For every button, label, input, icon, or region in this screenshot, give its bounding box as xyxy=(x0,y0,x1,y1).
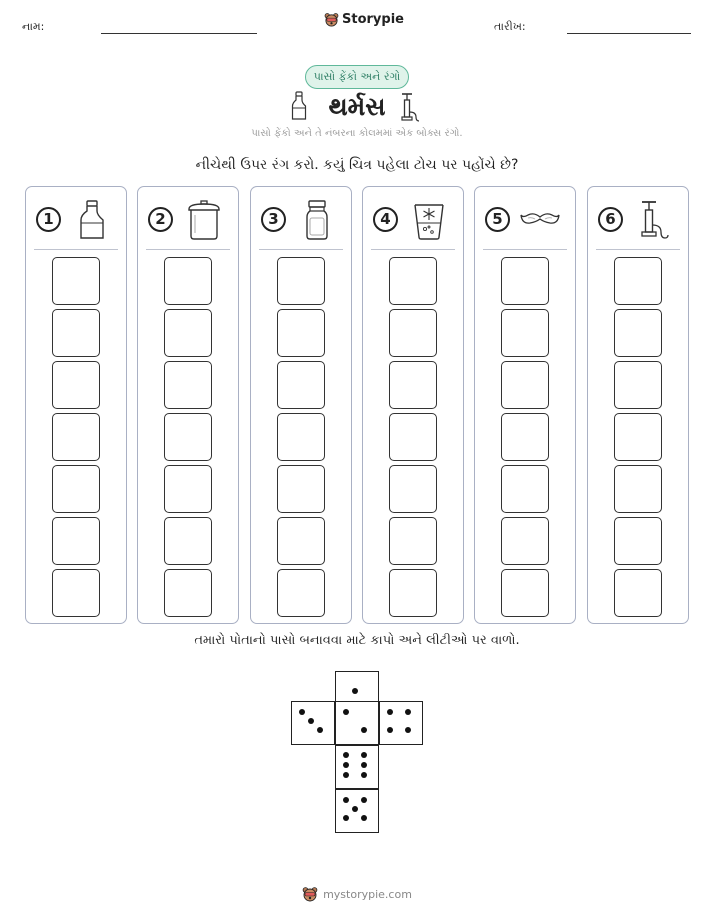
color-box[interactable] xyxy=(501,569,549,617)
column-divider xyxy=(146,249,230,250)
column-divider xyxy=(596,249,680,250)
column-5 xyxy=(474,186,576,624)
jar-icon xyxy=(184,199,224,241)
die-pip xyxy=(343,762,349,768)
color-box[interactable] xyxy=(501,309,549,357)
color-box[interactable] xyxy=(614,257,662,305)
color-box[interactable] xyxy=(501,517,549,565)
color-box[interactable] xyxy=(614,361,662,409)
column-divider xyxy=(483,249,567,250)
footer xyxy=(0,886,714,902)
die-pip xyxy=(343,815,349,821)
column-number: 6 xyxy=(598,207,623,232)
die-pip xyxy=(352,688,358,694)
die-pip xyxy=(405,727,411,733)
column-6 xyxy=(587,186,689,624)
coloring-instruction: નીચેથી ઉપર રંગ કરો. કયું ચિત્ર પહેલા ટોચ પર પહોંચે છે? xyxy=(195,157,519,173)
color-box[interactable] xyxy=(501,465,549,513)
die-pip xyxy=(361,772,367,778)
die-face-3 xyxy=(291,701,335,745)
die-pip xyxy=(352,806,358,812)
date-line[interactable] xyxy=(567,33,691,34)
color-box[interactable] xyxy=(389,257,437,305)
column-header xyxy=(475,187,575,249)
color-box[interactable] xyxy=(52,257,100,305)
color-box[interactable] xyxy=(52,517,100,565)
color-box[interactable] xyxy=(164,465,212,513)
color-box[interactable] xyxy=(164,257,212,305)
color-box[interactable] xyxy=(614,413,662,461)
die-pip xyxy=(361,815,367,821)
color-box[interactable] xyxy=(501,257,549,305)
die-pip xyxy=(343,797,349,803)
column-number: 2 xyxy=(148,207,173,232)
color-box[interactable] xyxy=(277,465,325,513)
color-box[interactable] xyxy=(389,517,437,565)
column-2 xyxy=(137,186,239,624)
die-pip xyxy=(361,797,367,803)
color-box[interactable] xyxy=(52,309,100,357)
color-box[interactable] xyxy=(277,361,325,409)
die-pip xyxy=(343,709,349,715)
activity-badge: પાસો ફેંકો અને રંગો xyxy=(305,65,409,89)
color-box[interactable] xyxy=(277,413,325,461)
color-box[interactable] xyxy=(277,517,325,565)
color-box[interactable] xyxy=(164,361,212,409)
die-pip xyxy=(361,752,367,758)
die-pip xyxy=(343,772,349,778)
air-pump-icon xyxy=(400,92,422,122)
name-label: નામ: xyxy=(22,20,45,33)
color-box[interactable] xyxy=(614,465,662,513)
die-face-5 xyxy=(335,789,379,833)
die-pip xyxy=(405,709,411,715)
color-box[interactable] xyxy=(614,517,662,565)
column-3 xyxy=(250,186,352,624)
column-number: 3 xyxy=(261,207,286,232)
color-box[interactable] xyxy=(164,569,212,617)
die-pip xyxy=(361,762,367,768)
color-box[interactable] xyxy=(52,569,100,617)
die-pip xyxy=(343,752,349,758)
column-divider xyxy=(34,249,118,250)
color-box[interactable] xyxy=(389,413,437,461)
brand-name: Storypie xyxy=(342,12,404,27)
color-box[interactable] xyxy=(164,413,212,461)
color-box[interactable] xyxy=(52,413,100,461)
die-pip xyxy=(387,709,393,715)
cut-instruction: તમારો પોતાનો પાસો બનાવવા માટે કાપો અને લીટીઓ પર વાળો. xyxy=(194,633,520,648)
die-pip xyxy=(387,727,393,733)
name-line[interactable] xyxy=(101,33,257,34)
bear-mascot-icon xyxy=(324,12,339,27)
column-header xyxy=(363,187,463,249)
color-box[interactable] xyxy=(164,309,212,357)
column-4 xyxy=(362,186,464,624)
column-1 xyxy=(25,186,127,624)
color-box[interactable] xyxy=(277,569,325,617)
die-pip xyxy=(299,709,305,715)
die-face-2 xyxy=(335,701,379,745)
worksheet-title: થર્મસ xyxy=(328,92,386,121)
color-box[interactable] xyxy=(614,569,662,617)
ice-glass-icon xyxy=(409,199,449,241)
date-label: તારીખ: xyxy=(494,20,526,33)
mason-jar-icon xyxy=(297,199,337,241)
color-box[interactable] xyxy=(389,465,437,513)
die-pip xyxy=(308,718,314,724)
die-face-6 xyxy=(335,745,379,789)
color-box[interactable] xyxy=(389,569,437,617)
die-pip xyxy=(361,727,367,733)
color-box[interactable] xyxy=(501,413,549,461)
color-box[interactable] xyxy=(501,361,549,409)
column-header xyxy=(26,187,126,249)
column-number: 1 xyxy=(36,207,61,232)
die-pip xyxy=(317,727,323,733)
color-box[interactable] xyxy=(277,257,325,305)
air-pump-icon xyxy=(634,199,674,241)
color-box[interactable] xyxy=(164,517,212,565)
milk-bottle-icon xyxy=(72,199,112,241)
color-box[interactable] xyxy=(389,309,437,357)
color-box[interactable] xyxy=(277,309,325,357)
bear-mascot-icon xyxy=(302,886,318,902)
footer-url[interactable]: mystorypie.com xyxy=(323,887,412,901)
color-box[interactable] xyxy=(614,309,662,357)
worksheet-subtitle: પાસો ફેંકો અને તે નંબરના કોલમમાં એક બોક્સ રંગો. xyxy=(251,128,463,139)
color-box[interactable] xyxy=(52,361,100,409)
column-divider xyxy=(259,249,343,250)
column-divider xyxy=(371,249,455,250)
column-number: 4 xyxy=(373,207,398,232)
mustache-icon xyxy=(519,199,561,241)
color-box[interactable] xyxy=(389,361,437,409)
die-face-4 xyxy=(379,701,423,745)
column-header xyxy=(138,187,238,249)
brand-logo xyxy=(324,12,404,27)
color-box[interactable] xyxy=(52,465,100,513)
column-number: 5 xyxy=(485,207,510,232)
column-header xyxy=(251,187,351,249)
column-header xyxy=(588,187,688,249)
